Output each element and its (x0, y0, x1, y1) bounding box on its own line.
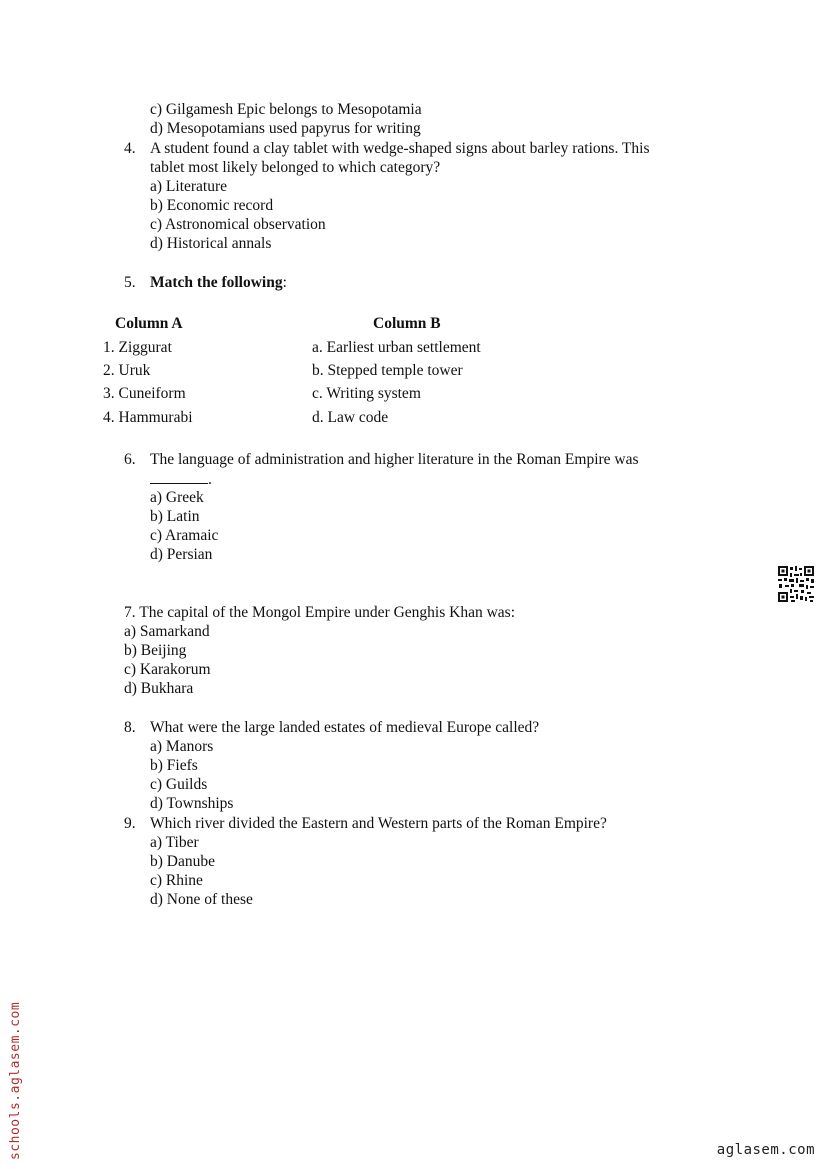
match-col-a-item: 3. Cuneiform (103, 385, 186, 402)
fill-in-blank (150, 469, 208, 484)
q9-number: 9. (124, 815, 136, 832)
q4-option-a: a) Literature (150, 178, 228, 195)
q6-question-line1: The language of administration and higher literature in the Roman Empire was (150, 451, 639, 468)
q6-blank-line (150, 469, 212, 489)
q5-title-colon: : (282, 274, 287, 291)
q4-question-line2: tablet most likely belonged to which category? (150, 159, 441, 176)
match-col-a-item: 1. Ziggurat (103, 339, 172, 356)
q7-option-c: c) Karakorum (124, 661, 211, 678)
q9-option-d: d) None of these (150, 891, 253, 908)
match-col-b-item: d. Law code (312, 409, 389, 426)
q4-option-c: c) Astronomical observation (150, 216, 326, 233)
q4-option-b: b) Economic record (150, 197, 274, 214)
q6-number: 6. (124, 451, 136, 468)
q8-question: What were the large landed estates of medieval Europe called? (150, 719, 540, 736)
q6-option-a: a) Greek (150, 489, 204, 506)
q5-number: 5. (124, 274, 136, 291)
q9-option-a: a) Tiber (150, 834, 199, 851)
q7-option-b: b) Beijing (124, 642, 187, 659)
q8-option-d: d) Townships (150, 795, 234, 812)
q4-number: 4. (124, 140, 136, 157)
side-watermark: schools.aglasem.com (8, 1001, 23, 1160)
match-col-b-item: b. Stepped temple tower (312, 362, 463, 379)
q9-option-b: b) Danube (150, 853, 215, 870)
q4-question-line1: A student found a clay tablet with wedge-shaped signs about barley rations. This (150, 140, 650, 157)
q7-option-a: a) Samarkand (124, 623, 210, 640)
q6-option-d: d) Persian (150, 546, 213, 563)
q3-option-c: c) Gilgamesh Epic belongs to Mesopotamia (150, 101, 422, 118)
q5-title-text: Match the following (150, 274, 283, 291)
q7-question: 7. The capital of the Mongol Empire under Genghis Khan was: (124, 604, 515, 621)
q8-option-a: a) Manors (150, 738, 214, 755)
q4-option-d: d) Historical annals (150, 235, 272, 252)
column-a-header: Column A (115, 315, 183, 332)
bottom-watermark: aglasem.com (716, 1142, 815, 1158)
qr-code-icon (777, 565, 815, 603)
match-col-b-item: c. Writing system (312, 385, 421, 402)
q6-option-b: b) Latin (150, 508, 200, 525)
q9-question: Which river divided the Eastern and Western parts of the Roman Empire? (150, 815, 607, 832)
q3-option-d: d) Mesopotamians used papyrus for writing (150, 120, 421, 137)
q9-option-c: c) Rhine (150, 872, 203, 889)
column-b-header: Column B (373, 315, 441, 332)
q7-option-d: d) Bukhara (124, 680, 194, 697)
q8-option-c: c) Guilds (150, 776, 208, 793)
q5-title (150, 273, 287, 292)
q8-option-b: b) Fiefs (150, 757, 198, 774)
match-col-a-item: 4. Hammurabi (103, 409, 193, 426)
match-col-a-item: 2. Uruk (103, 362, 151, 379)
match-col-b-item: a. Earliest urban settlement (312, 339, 481, 356)
q6-line-end: . (208, 471, 212, 488)
q8-number: 8. (124, 719, 136, 736)
q6-option-c: c) Aramaic (150, 527, 219, 544)
